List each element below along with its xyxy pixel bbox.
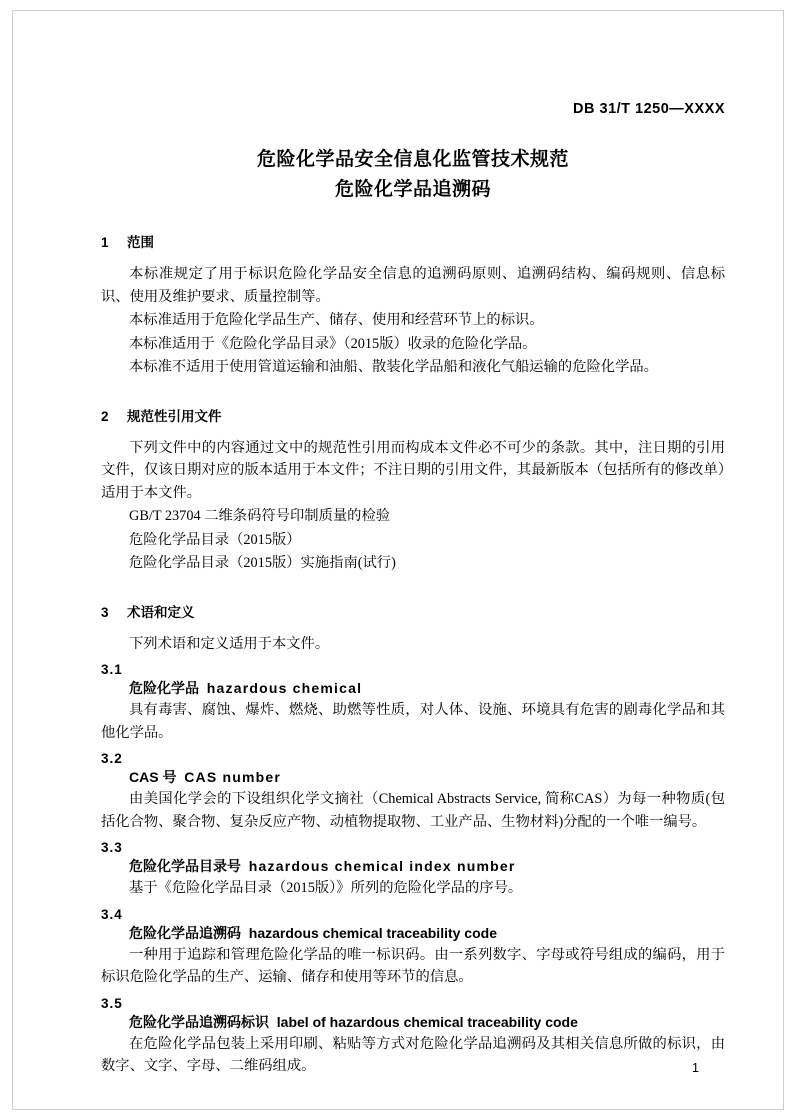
clause-1-paragraph-4: 本标准不适用于使用管道运输和油船、散装化学品船和液化气船运输的危险化学品。: [129, 359, 658, 375]
term-title-zh: 危险化学品目录号: [129, 858, 241, 874]
term-title: [101, 856, 725, 876]
page-sheet: [12, 10, 784, 1110]
clause-1-number: 1: [101, 235, 109, 250]
term-title-zh: 危险化学品追溯码标识: [129, 1013, 269, 1030]
term-title-en: hazardous chemical: [206, 680, 363, 696]
clause-2-paragraph-1: 下列文件中的内容通过文中的规范性引用而构成本文件必不可少的条款。其中，注日期的引用文件，仅该日期对应的版本适用于本文件；不注日期的引用文件，其最新版本（包括所有的修改单）适用于本文件。: [101, 439, 725, 501]
term-number: 3.4: [101, 906, 123, 922]
clause-3-heading: [101, 601, 725, 621]
title-line-1: 危险化学品安全信息化监管技术规范: [256, 149, 569, 170]
reference-item: 危险化学品目录（2015版）实施指南(试行): [129, 555, 396, 571]
reference-item: 危险化学品目录（2015版）: [129, 531, 301, 548]
reference-item: GB/T 23704 二维条码符号印制质量的检验: [129, 508, 391, 524]
clause-1-paragraph-1: 本标准规定了用于标识危险化学品安全信息的追溯码原则、追溯码结构、编码规则、信息标识、使用及维护要求、质量控制等。: [101, 266, 725, 305]
term-title-en: hazardous chemical index number: [248, 858, 516, 874]
term-number: 3.1: [101, 662, 123, 677]
term-title-en: label of hazardous chemical traceability code: [276, 1013, 578, 1030]
term-definition: 一种用于追踪和管理危险化学品的唯一标识码。由一系列数字、字母或符号组成的编码，用于标识危险化学品的生产、运输、储存和使用等环节的信息。: [101, 946, 725, 985]
clause-1-heading: [101, 231, 725, 251]
clause-1-title: 范围: [127, 235, 154, 250]
term-title: [101, 923, 725, 943]
clause-1-paragraph-2: 本标准适用于危险化学品生产、储存、使用和经营环节上的标识。: [129, 312, 544, 328]
term-title-zh: 危险化学品: [129, 680, 199, 696]
term-title: [101, 1012, 725, 1032]
clause-3-number: 3: [101, 604, 109, 620]
term-entry: [101, 662, 725, 744]
term-entry: [101, 996, 725, 1078]
page-content: [101, 101, 725, 1078]
term-title-en: CAS number: [184, 769, 282, 785]
page-number: 1: [692, 1061, 699, 1075]
clause-1-paragraph-3: 本标准适用于《危险化学品目录》（2015版）收录的危险化学品。: [129, 335, 537, 352]
term-definition: 由美国化学会的下设组织化学文摘社（Chemical Abstracts Service, 简称CAS）为每一种物质(包括化合物、聚合物、复杂反应产物、动植物提取物、工业产品、生物材料)分配的一个唯一编号。: [101, 791, 725, 830]
term-definition: 具有毒害、腐蚀、爆炸、燃烧、助燃等性质，对人体、设施、环境具有危害的剧毒化学品和其他化学品。: [101, 702, 725, 741]
clause-3-paragraph-1: 下列术语和定义适用于本文件。: [129, 635, 330, 652]
term-definition: 在危险化学品包装上采用印刷、粘贴等方式对危险化学品追溯码及其相关信息所做的标识，由数字、文字、字母、二维码组成。: [101, 1035, 725, 1074]
clause-2-number: 2: [101, 408, 109, 424]
clause-3-title: 术语和定义: [127, 604, 195, 620]
term-entry: [101, 751, 725, 833]
term-definition: 基于《危险化学品目录（2015版）》所列的危险化学品的序号。: [129, 880, 523, 896]
term-title: [101, 767, 725, 787]
term-number: 3.2: [101, 751, 123, 766]
clause-2-heading: [101, 405, 725, 425]
clause-2-title: 规范性引用文件: [127, 408, 222, 424]
term-title: [101, 678, 725, 698]
standard-code-header: DB 31/T 1250—XXXX: [573, 101, 725, 117]
title-line-2: 危险化学品追溯码: [334, 179, 491, 200]
term-entry: [101, 907, 725, 989]
term-title-en: hazardous chemical traceability code: [248, 924, 497, 941]
term-number: 3.5: [101, 995, 123, 1011]
term-title-zh: CAS 号: [129, 769, 177, 785]
page-title: [101, 145, 725, 205]
term-title-zh: 危险化学品追溯码: [129, 924, 241, 941]
term-entry: [101, 840, 725, 900]
term-number: 3.3: [101, 840, 123, 855]
